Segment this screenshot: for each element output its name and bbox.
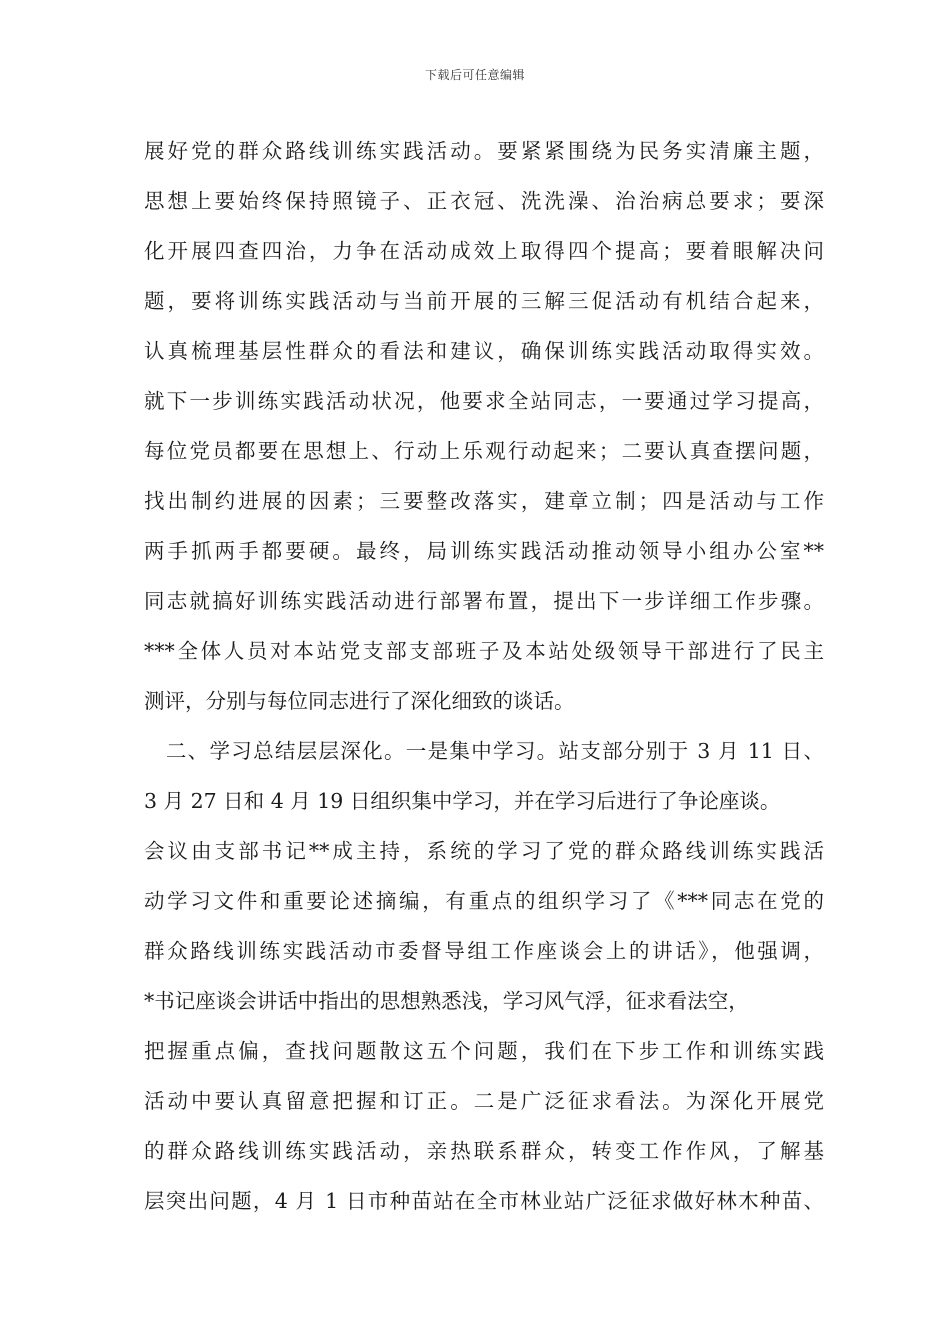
page-header: 下载后可任意编辑 (424, 68, 525, 82)
text-line: 动学习文件和重要论述摘编，有重点的组织学习了《***同志在党的 (144, 889, 824, 913)
text-line: 会议由支部书记**成主持，系统的学习了党的群众路线训练实践活 (144, 839, 824, 863)
text-line: 测评，分别与每位同志进行了深化细致的谈话。 (144, 689, 575, 713)
text-line: ***全体人员对本站党支部支部班子及本站处级领导干部进行了民主 (144, 639, 824, 663)
text-line: 层突出问题，4 月 1 日市种苗站在全市林业站广泛征求做好林木种苗、 (144, 1189, 824, 1213)
text-line: 认真梳理基层性群众的看法和建议，确保训练实践活动取得实效。 (144, 339, 824, 363)
text-line: 活动中要认真留意把握和订正。二是广泛征求看法。为深化开展党 (144, 1089, 824, 1113)
text-line: 题，要将训练实践活动与当前开展的三解三促活动有机结合起来， (144, 289, 824, 313)
text-line: 同志就搞好训练实践活动进行部署布置，提出下一步详细工作步骤。 (144, 589, 824, 613)
text-line: *书记座谈会讲话中指出的思想熟悉浅，学习风气浮，征求看法空， (144, 989, 749, 1013)
text-line: 3 月 27 日和 4 月 19 日组织集中学习，并在学习后进行了争论座谈。 (144, 789, 781, 813)
text-line: 展好党的群众路线训练实践活动。要紧紧围绕为民务实清廉主题， (144, 139, 824, 163)
text-line: 的群众路线训练实践活动，亲热联系群众，转变工作作风，了解基 (144, 1139, 824, 1163)
text-line: 群众路线训练实践活动市委督导组工作座谈会上的讲话》，他强调， (144, 939, 824, 963)
document-body (144, 126, 824, 1226)
text-line: 找出制约进展的因素；三要整改落实，建章立制；四是活动与工作 (144, 489, 824, 513)
text-line: 把握重点偏，查找问题散这五个问题，我们在下步工作和训练实践 (144, 1039, 824, 1063)
text-line: 化开展四查四治，力争在活动成效上取得四个提高；要着眼解决问 (144, 239, 824, 263)
text-line: 两手抓两手都要硬。最终，局训练实践活动推动领导小组办公室** (144, 539, 824, 563)
text-line: 每位党员都要在思想上、行动上乐观行动起来；二要认真查摆问题， (144, 439, 824, 463)
text-line: 就下一步训练实践活动状况，他要求全站同志，一要通过学习提高， (144, 389, 824, 413)
text-line: 思想上要始终保持照镜子、正衣冠、洗洗澡、治治病总要求；要深 (144, 189, 824, 213)
text-line: 二、学习总结层层深化。一是集中学习。站支部分别于 3 月 11 日、 (144, 739, 824, 763)
